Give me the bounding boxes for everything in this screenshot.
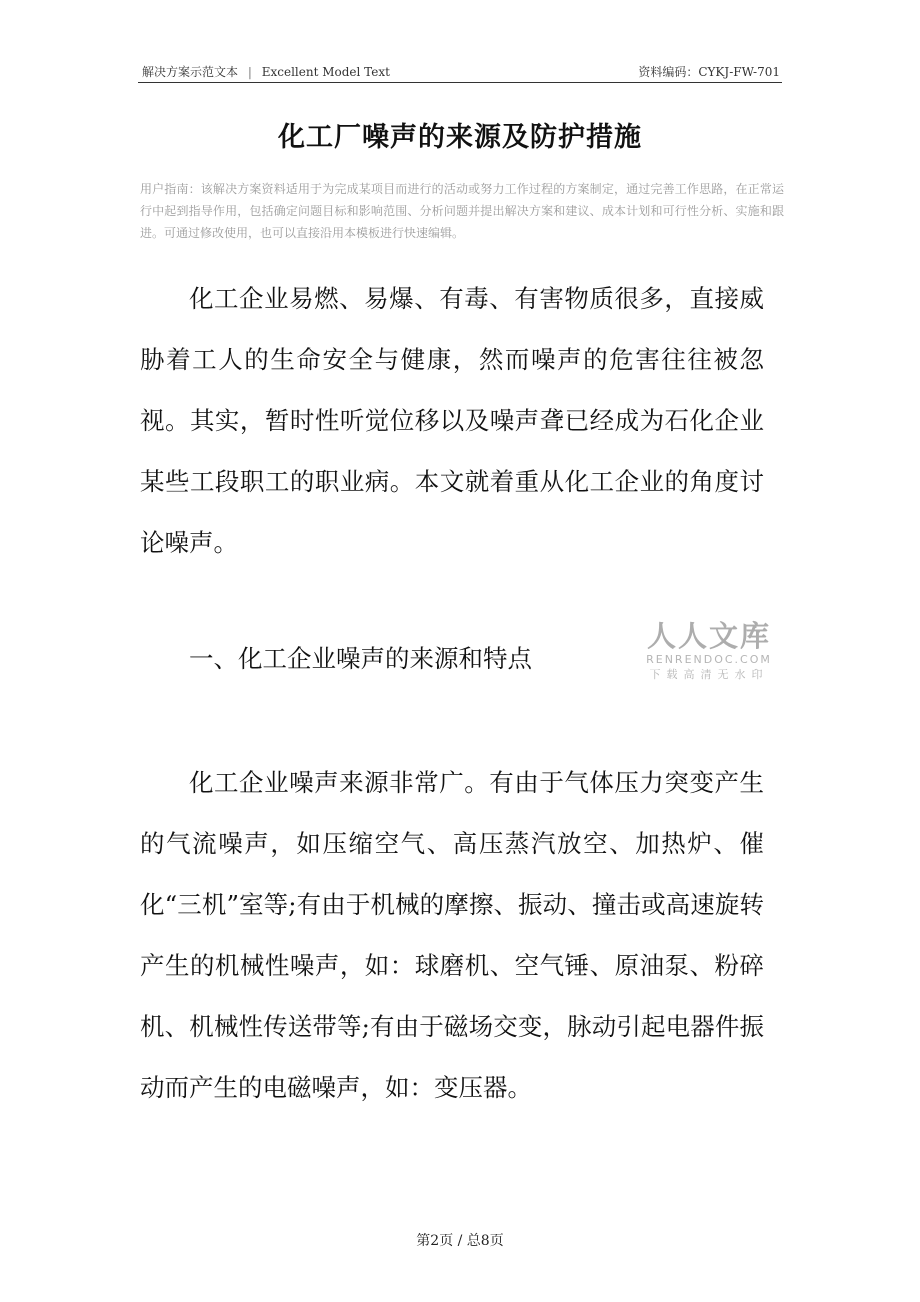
header-doc-type: 解决方案示范文本 bbox=[142, 65, 239, 79]
page-number: 第2页 / 总8页 bbox=[416, 1233, 504, 1249]
watermark-domain: RENRENDOC.COM bbox=[646, 653, 772, 666]
user-guide-text: 用户指南：该解决方案资料适用于为完成某项目而进行的活动或努力工作过程的方案制定，通过完善工作思路，在正常运行中起到指导作用，包括确定问题目标和影响范围、分析问题并提出解决方案和建议、成本计划和可行性分析、实施和跟进。可通过修改使用，也可以直接沿用本模板进行快速编辑。 bbox=[140, 182, 784, 240]
header-separator: | bbox=[247, 65, 252, 79]
section-heading-noise-sources: 一、化工企业噪声的来源和特点 bbox=[189, 644, 532, 673]
watermark-slogan: 下载高清无水印 bbox=[649, 668, 769, 681]
header-doc-type-english: Excellent Model Text bbox=[261, 65, 390, 79]
body-paragraph-intro: 化工企业易燃、易爆、有毒、有害物质很多，直接威胁着工人的生命安全与健康，然而噪声的危害往往被忽视。其实，暂时性听觉位移以及噪声聋已经成为石化企业某些工段职工的职业病。本文就着重从化工企业的角度讨论噪声。 bbox=[140, 284, 764, 557]
header-document-code: 资料编码：CYKJ-FW-701 bbox=[638, 65, 780, 79]
watermark-brand: 人人文库 bbox=[646, 619, 771, 653]
document-title: 化工厂噪声的来源及防护措施 bbox=[278, 122, 642, 153]
page-header bbox=[138, 60, 782, 83]
watermark-logo bbox=[646, 619, 772, 683]
header-left bbox=[142, 63, 390, 80]
body-paragraph-noise-sources: 化工企业噪声来源非常广。有由于气体压力突变产生的气流噪声，如压缩空气、高压蒸汽放空、加热炉、催化“三机”室等;有由于机械的摩擦、振动、撞击或高速旋转产生的机械性噪声，如：球磨机、空气锤、原油泵、粉碎机、机械性传送带等;有由于磁场交变，脉动引起电器件振动而产生的电磁噪声，如：变压器。 bbox=[140, 768, 764, 1102]
